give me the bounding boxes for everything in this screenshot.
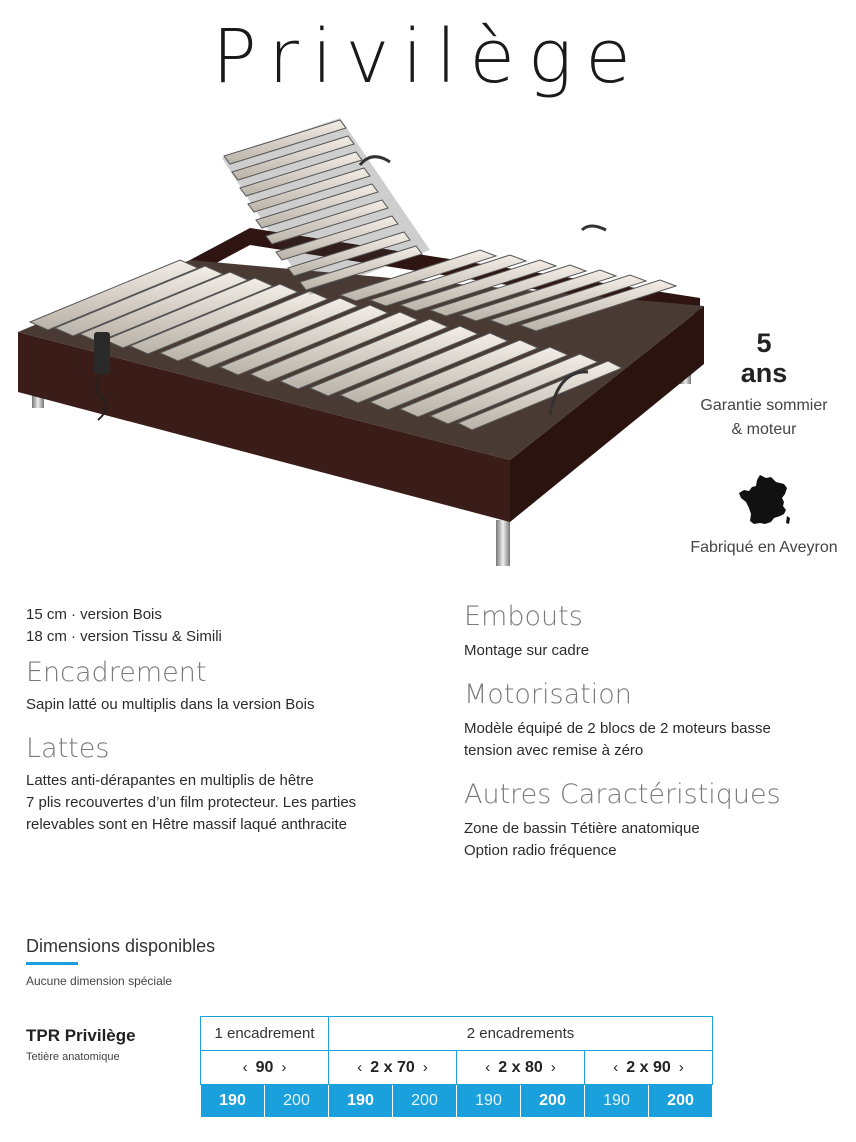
chevron-left-icon: ‹ [242,1058,248,1076]
right-specs [464,600,856,862]
text-autres-1: Zone de bassin Tétière anatomique [464,820,700,837]
length-cell[interactable]: 190 [585,1085,649,1118]
length-cell[interactable]: 200 [521,1085,585,1118]
product-name: TPR Privilège [26,1026,136,1045]
group-1-encadrement: 1 encadrement [201,1017,329,1051]
length-cell[interactable]: 190 [329,1085,393,1118]
warranty-line-2: & moteur [731,421,797,438]
made-in-label: Fabriqué en Aveyron [690,539,838,556]
page-title: Privilège [212,14,644,100]
length-cell[interactable]: 190 [457,1085,521,1118]
chevron-left-icon: ‹ [613,1058,619,1076]
warranty-line-1: Garantie sommier [700,397,828,414]
chevron-left-icon: ‹ [485,1058,491,1076]
text-embouts: Montage sur cadre [464,642,590,659]
text-encadrement: Sapin latté ou multiplis dans la version Bois [26,696,315,713]
heading-encadrement: Encadrement [26,657,207,688]
width-option-2x80[interactable] [457,1051,585,1085]
length-cell[interactable]: 200 [393,1085,457,1118]
width-option-2x90[interactable] [585,1051,713,1085]
width-option-90[interactable] [201,1051,329,1085]
length-cell[interactable]: 200 [265,1085,329,1118]
width-value: 2 x 80 [498,1058,543,1076]
warranty-unit: ans [740,358,788,388]
warranty-badge [676,328,852,442]
dimensions-underline [26,962,78,965]
chevron-right-icon: › [550,1058,556,1076]
heading-motorisation: Motorisation [464,679,632,710]
length-cell[interactable]: 190 [201,1085,265,1118]
length-cell[interactable]: 200 [649,1085,713,1118]
chevron-right-icon: › [281,1058,287,1076]
text-motorisation-2: tension avec remise à zéro [464,742,644,759]
heading-embouts: Embouts [464,601,583,632]
chevron-left-icon: ‹ [357,1058,363,1076]
text-lattes-3: relevables sont en Hêtre massif laqué anthracite [26,816,348,833]
chevron-right-icon: › [678,1058,684,1076]
text-lattes-2: 7 plis recouvertes d’un film protecteur. Les parties [26,794,357,811]
width-value: 90 [255,1058,274,1076]
height-wood: 15 cm · version Bois [26,606,162,623]
adjustable-bed-image [10,110,710,575]
heading-lattes: Lattes [26,733,110,764]
chevron-right-icon: › [422,1058,428,1076]
left-specs [26,604,426,836]
group-2-encadrements: 2 encadrements [329,1017,713,1051]
text-autres-2: Option radio fréquence [464,842,617,859]
dimensions-table [200,1016,713,1118]
width-value: 2 x 70 [370,1058,415,1076]
width-option-2x70[interactable] [329,1051,457,1085]
dimensions-note: Aucune dimension spéciale [26,974,173,988]
dimensions-title: Dimensions disponibles [26,936,216,956]
product-subtitle: Tetière anatomique [26,1051,120,1063]
width-value: 2 x 90 [626,1058,671,1076]
height-fabric: 18 cm · version Tissu & Simili [26,628,222,645]
warranty-years: 5 [756,328,772,358]
france-map-icon [738,474,792,526]
text-motorisation-1: Modèle équipé de 2 blocs de 2 moteurs basse [464,720,771,737]
text-lattes-1: Lattes anti-dérapantes en multiplis de hêtre [26,772,314,789]
heading-autres: Autres Caractéristiques [464,779,781,810]
